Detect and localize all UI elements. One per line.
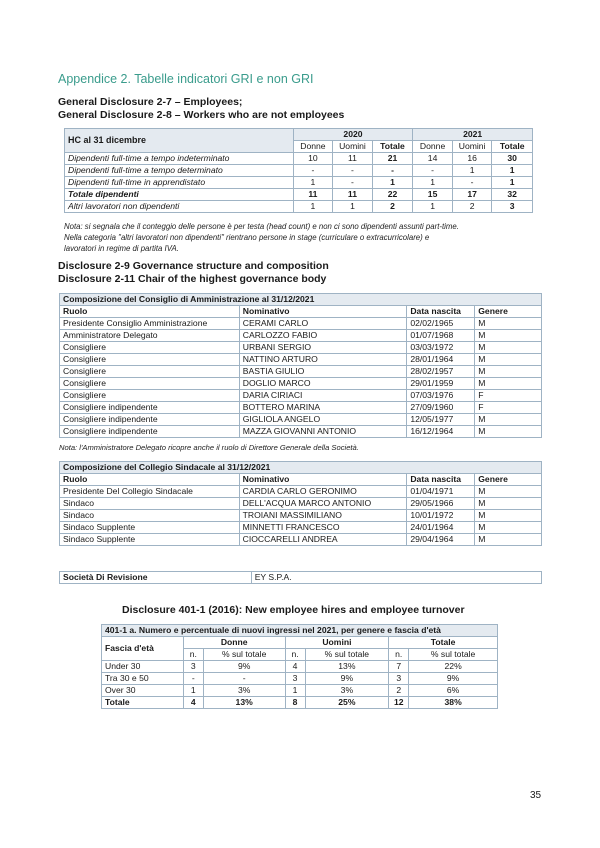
cell-data-nascita: 27/09/1960 — [407, 402, 475, 414]
cell-ruolo: Presidente Consiglio Amministrazione — [60, 318, 240, 330]
row-value: 2 — [372, 201, 413, 213]
row-value: 1 — [285, 685, 305, 697]
row-label: Dipendenti full-time a tempo determinato — [65, 165, 294, 177]
cell-data-nascita: 28/02/1957 — [407, 366, 475, 378]
table-row — [60, 390, 542, 402]
cell-genere: M — [475, 414, 542, 426]
cell-ruolo: Consigliere indipendente — [60, 402, 240, 414]
table-row — [60, 402, 542, 414]
table-row — [65, 153, 533, 165]
cell-nominativo: CERAMI CARLO — [239, 318, 407, 330]
cell-data-nascita: 28/01/1964 — [407, 354, 475, 366]
table-row — [60, 414, 542, 426]
table-row — [60, 342, 542, 354]
row-value: 1 — [492, 165, 533, 177]
col-n: n. — [389, 649, 409, 661]
row-label: Under 30 — [102, 661, 184, 673]
row-label: Totale — [102, 697, 184, 709]
row-value: - — [333, 177, 373, 189]
cell-genere: F — [475, 402, 542, 414]
row-value: 3% — [305, 685, 389, 697]
col-fascia: Fascia d'età — [102, 637, 184, 661]
cell-nominativo: MAZZA GIOVANNI ANTONIO — [239, 426, 407, 438]
table-row — [60, 330, 542, 342]
row-value: 9% — [409, 673, 498, 685]
row-value: 3 — [389, 673, 409, 685]
cell-nominativo: BOTTERO MARINA — [239, 402, 407, 414]
board-table — [59, 293, 542, 438]
col-pct: % sul totale — [305, 649, 389, 661]
cell-data-nascita: 16/12/1964 — [407, 426, 475, 438]
col-genere: Genere — [475, 306, 542, 318]
cell-data-nascita: 01/04/1971 — [407, 486, 475, 498]
employees-note-line1: Nota: si segnala che il conteggio delle persone è per testa (head count) e non ci sono dipendenti assunti part-time. — [64, 222, 459, 231]
cell-data-nascita: 02/02/1965 — [407, 318, 475, 330]
revisione-table — [59, 571, 542, 584]
row-value: 7 — [389, 661, 409, 673]
cell-genere: M — [475, 510, 542, 522]
cell-ruolo: Consigliere indipendente — [60, 426, 240, 438]
col-totale: Totale — [372, 141, 413, 153]
table-row — [60, 522, 542, 534]
row-value: 8 — [285, 697, 305, 709]
cell-nominativo: DARIA CIRIACI — [239, 390, 407, 402]
cell-ruolo: Consigliere — [60, 390, 240, 402]
table-row — [60, 534, 542, 546]
table-row — [65, 165, 533, 177]
row-value: 32 — [492, 189, 533, 201]
col-pct: % sul totale — [203, 649, 285, 661]
row-value: 38% — [409, 697, 498, 709]
col-uomini: Uomini — [285, 637, 389, 649]
table-row — [65, 177, 533, 189]
row-value: 13% — [305, 661, 389, 673]
row-value: 1 — [413, 201, 453, 213]
table-row — [65, 201, 533, 213]
col-totale: Totale — [492, 141, 533, 153]
row-value: 16 — [452, 153, 492, 165]
new-hires-title: 401-1 a. Numero e percentuale di nuovi ingressi nel 2021, per genere e fascia d'età — [102, 625, 498, 637]
row-value: 3 — [492, 201, 533, 213]
table-row — [60, 486, 542, 498]
board-title: Composizione del Consiglio di Amministrazione al 31/12/2021 — [60, 294, 542, 306]
row-label: Over 30 — [102, 685, 184, 697]
sindacale-table — [59, 461, 542, 546]
row-value: 2 — [452, 201, 492, 213]
employees-note-line3: lavoratori in regime di partita IVA. — [64, 244, 179, 253]
cell-nominativo: TROIANI MASSIMILIANO — [239, 510, 407, 522]
row-value: 21 — [372, 153, 413, 165]
cell-nominativo: DELL'ACQUA MARCO ANTONIO — [239, 498, 407, 510]
row-value: 1 — [413, 177, 453, 189]
year-2021: 2021 — [413, 129, 533, 141]
hc-label: HC al 31 dicembre — [65, 129, 294, 153]
row-value: 22% — [409, 661, 498, 673]
cell-genere: M — [475, 354, 542, 366]
cell-ruolo: Consigliere — [60, 342, 240, 354]
row-value: - — [183, 673, 203, 685]
cell-ruolo: Consigliere — [60, 378, 240, 390]
col-nominativo: Nominativo — [239, 306, 407, 318]
row-value: - — [203, 673, 285, 685]
cell-ruolo: Sindaco — [60, 510, 240, 522]
col-donne: Donne — [183, 637, 285, 649]
row-value: 9% — [203, 661, 285, 673]
row-value: 11 — [333, 189, 373, 201]
cell-data-nascita: 10/01/1972 — [407, 510, 475, 522]
appendix-title: Appendice 2. Tabelle indicatori GRI e non GRI — [58, 72, 314, 86]
year-2020: 2020 — [293, 129, 413, 141]
row-value: 17 — [452, 189, 492, 201]
revisione-value: EY S.P.A. — [251, 572, 541, 584]
cell-genere: M — [475, 534, 542, 546]
cell-nominativo: DOGLIO MARCO — [239, 378, 407, 390]
employees-note-line2: Nella categoria "altri lavoratori non dipendenti" rientrano persone in stage (curriculare o extracurricolare) e — [64, 233, 430, 242]
row-label: Dipendenti full-time a tempo indeterminato — [65, 153, 294, 165]
row-value: - — [372, 165, 413, 177]
cell-genere: M — [475, 522, 542, 534]
row-value: 13% — [203, 697, 285, 709]
table-row — [102, 661, 498, 673]
cell-nominativo: CARLOZZO FABIO — [239, 330, 407, 342]
cell-data-nascita: 01/07/1968 — [407, 330, 475, 342]
col-data-nascita: Data nascita — [407, 474, 475, 486]
row-value: 25% — [305, 697, 389, 709]
cell-nominativo: URBANI SERGIO — [239, 342, 407, 354]
page-number: 35 — [530, 790, 542, 801]
row-value: 22 — [372, 189, 413, 201]
row-label: Altri lavoratori non dipendenti — [65, 201, 294, 213]
cell-genere: M — [475, 498, 542, 510]
col-ruolo: Ruolo — [60, 306, 240, 318]
cell-data-nascita: 29/05/1966 — [407, 498, 475, 510]
row-value: 9% — [305, 673, 389, 685]
section1-heading-line1: General Disclosure 2-7 – Employees; — [58, 96, 243, 108]
table-row — [60, 378, 542, 390]
row-value: 1 — [293, 177, 333, 189]
table-row — [102, 697, 498, 709]
table-row — [60, 354, 542, 366]
table-row — [102, 685, 498, 697]
col-pct: % sul totale — [409, 649, 498, 661]
cell-genere: M — [475, 486, 542, 498]
cell-nominativo: GIGLIOLA ANGELO — [239, 414, 407, 426]
row-value: 1 — [452, 165, 492, 177]
cell-genere: M — [475, 330, 542, 342]
row-value: - — [452, 177, 492, 189]
section2-heading-line1: Disclosure 2-9 Governance structure and composition — [58, 260, 329, 272]
cell-genere: M — [475, 342, 542, 354]
sindacale-title: Composizione del Collegio Sindacale al 31/12/2021 — [60, 462, 542, 474]
row-label: Totale dipendenti — [65, 189, 294, 201]
row-value: 15 — [413, 189, 453, 201]
col-genere: Genere — [475, 474, 542, 486]
row-label: Tra 30 e 50 — [102, 673, 184, 685]
cell-nominativo: BASTIA GIULIO — [239, 366, 407, 378]
row-value: 1 — [492, 177, 533, 189]
row-value: 6% — [409, 685, 498, 697]
cell-ruolo: Consigliere indipendente — [60, 414, 240, 426]
col-n: n. — [183, 649, 203, 661]
cell-genere: F — [475, 390, 542, 402]
cell-genere: M — [475, 426, 542, 438]
table-row — [60, 366, 542, 378]
row-value: - — [413, 165, 453, 177]
cell-genere: M — [475, 318, 542, 330]
cell-ruolo: Consigliere — [60, 354, 240, 366]
revisione-label: Società Di Revisione — [60, 572, 252, 584]
cell-ruolo: Sindaco Supplente — [60, 522, 240, 534]
cell-ruolo: Amministratore Delegato — [60, 330, 240, 342]
cell-data-nascita: 03/03/1972 — [407, 342, 475, 354]
table-row — [60, 426, 542, 438]
cell-ruolo: Presidente Del Collegio Sindacale — [60, 486, 240, 498]
col-nominativo: Nominativo — [239, 474, 407, 486]
row-value: 10 — [293, 153, 333, 165]
row-label: Dipendenti full-time in apprendistato — [65, 177, 294, 189]
section3-heading: Disclosure 401-1 (2016): New employee hires and employee turnover — [122, 604, 465, 616]
cell-data-nascita: 29/04/1964 — [407, 534, 475, 546]
cell-data-nascita: 07/03/1976 — [407, 390, 475, 402]
col-totale: Totale — [389, 637, 498, 649]
row-value: 14 — [413, 153, 453, 165]
row-value: 12 — [389, 697, 409, 709]
table-row — [60, 498, 542, 510]
row-value: - — [293, 165, 333, 177]
table-row — [65, 189, 533, 201]
row-value: 1 — [293, 201, 333, 213]
row-value: 4 — [285, 661, 305, 673]
row-value: 11 — [293, 189, 333, 201]
col-uomini: Uomini — [333, 141, 373, 153]
cell-ruolo: Sindaco Supplente — [60, 534, 240, 546]
row-value: 4 — [183, 697, 203, 709]
row-value: 3% — [203, 685, 285, 697]
row-value: 30 — [492, 153, 533, 165]
employees-table — [64, 128, 533, 213]
col-uomini: Uomini — [452, 141, 492, 153]
section2-heading-line2: Disclosure 2-11 Chair of the highest governance body — [58, 273, 327, 285]
cell-data-nascita: 24/01/1964 — [407, 522, 475, 534]
cell-ruolo: Sindaco — [60, 498, 240, 510]
table-row — [102, 673, 498, 685]
cell-genere: M — [475, 366, 542, 378]
row-value: 3 — [285, 673, 305, 685]
cell-data-nascita: 29/01/1959 — [407, 378, 475, 390]
table-row — [60, 510, 542, 522]
cell-data-nascita: 12/05/1977 — [407, 414, 475, 426]
row-value: 2 — [389, 685, 409, 697]
section1-heading-line2: General Disclosure 2-8 – Workers who are not employees — [58, 109, 345, 121]
row-value: 1 — [333, 201, 373, 213]
col-donne: Donne — [413, 141, 453, 153]
row-value: 1 — [183, 685, 203, 697]
table-row — [60, 318, 542, 330]
cell-ruolo: Consigliere — [60, 366, 240, 378]
col-n: n. — [285, 649, 305, 661]
col-ruolo: Ruolo — [60, 474, 240, 486]
col-data-nascita: Data nascita — [407, 306, 475, 318]
cell-nominativo: CARDIA CARLO GERONIMO — [239, 486, 407, 498]
cell-nominativo: CIOCCARELLI ANDREA — [239, 534, 407, 546]
row-value: 11 — [333, 153, 373, 165]
row-value: 1 — [372, 177, 413, 189]
cell-nominativo: MINNETTI FRANCESCO — [239, 522, 407, 534]
cell-genere: M — [475, 378, 542, 390]
row-value: - — [333, 165, 373, 177]
row-value: 3 — [183, 661, 203, 673]
new-hires-table — [101, 624, 498, 709]
col-donne: Donne — [293, 141, 333, 153]
board-note: Nota: l'Amministratore Delegato ricopre anche il ruolo di Direttore Generale della Società. — [59, 443, 359, 452]
cell-nominativo: NATTINO ARTURO — [239, 354, 407, 366]
